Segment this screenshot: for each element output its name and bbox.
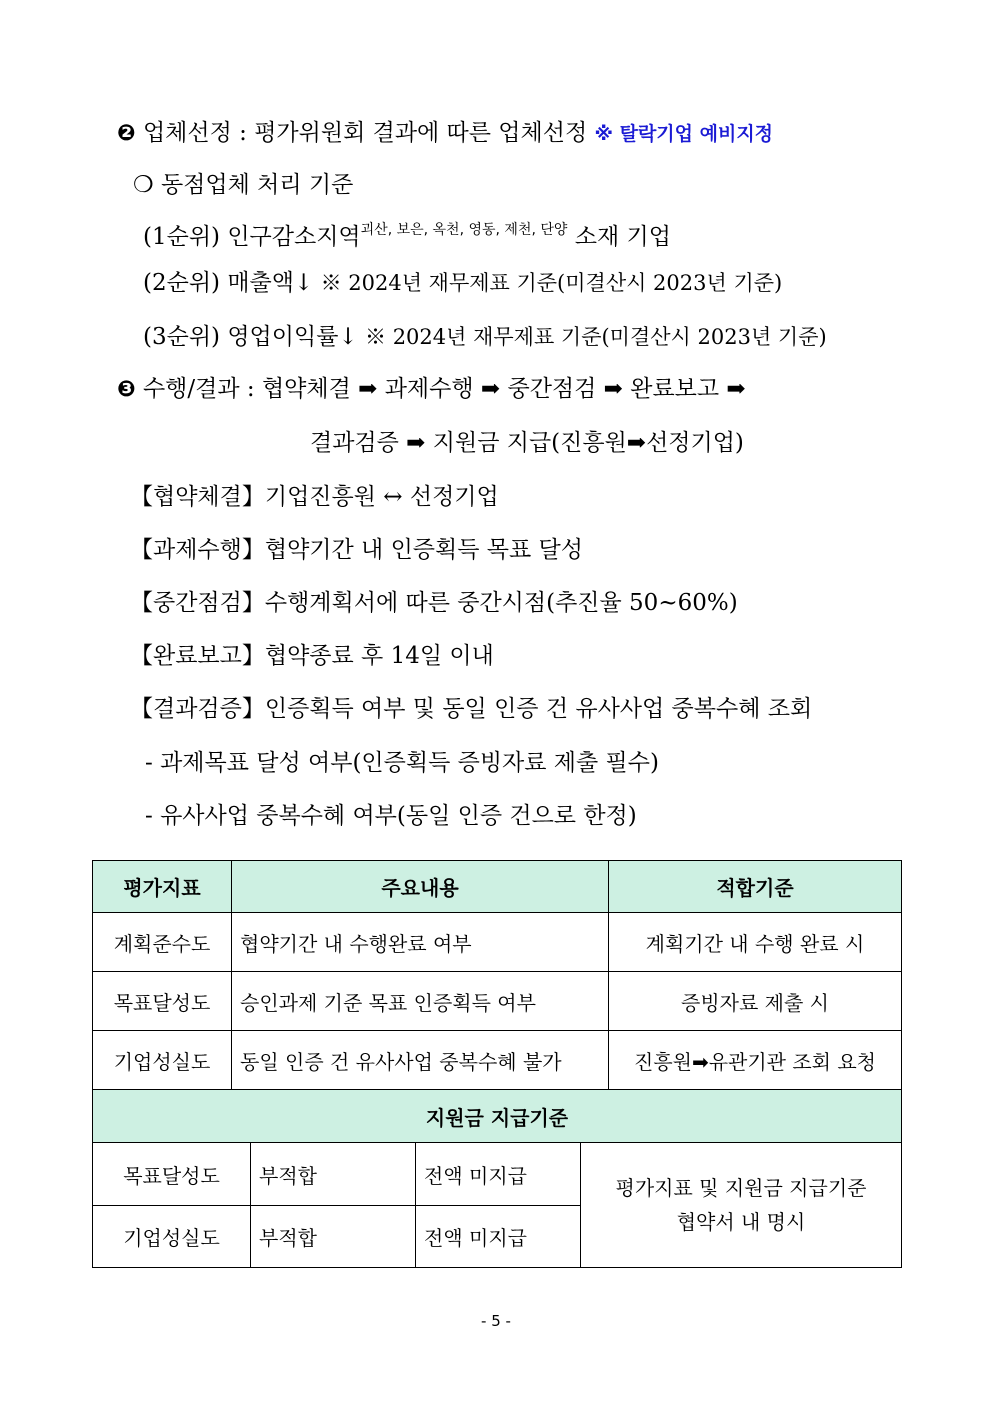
rank-label: (2순위) bbox=[143, 270, 221, 296]
cell-indicator: 기업성실도 bbox=[93, 1206, 251, 1268]
cell-payment: 전액 미지급 bbox=[416, 1143, 581, 1206]
rank-note: ※ 2024년 재무제표 기준(미결산시 2023년 기준) bbox=[365, 325, 827, 349]
step-label: 【중간점검】 bbox=[130, 590, 265, 616]
step-label: 【결과검증】 bbox=[130, 696, 265, 722]
cell-indicator: 계획준수도 bbox=[93, 913, 232, 972]
step-midcheck bbox=[130, 588, 738, 618]
page-number: - 5 - bbox=[481, 1312, 511, 1330]
section-3-title-line1: 수행/결과 : 협약체결 ➡ 과제수행 ➡ 중간점검 ➡ 완료보고 ➡ bbox=[142, 376, 746, 402]
step-text: 인증획득 여부 및 동일 인증 건 유사사업 중복수혜 조회 bbox=[264, 696, 813, 722]
cell-criteria: 진흥원➡유관기관 조회 요청 bbox=[609, 1031, 902, 1090]
step-text: 수행계획서에 따른 중간시점(추진율 50~60%) bbox=[264, 590, 738, 616]
step-agreement bbox=[130, 482, 499, 512]
tie-rule-item-1 bbox=[143, 215, 671, 252]
rank-text: 영업이익률↓ bbox=[227, 324, 358, 350]
payment-table bbox=[92, 1089, 902, 1268]
step-verification bbox=[130, 694, 812, 724]
payment-note bbox=[581, 1143, 902, 1268]
step-completion bbox=[130, 641, 494, 671]
payment-note-line2: 협약서 내 명시 bbox=[676, 1210, 806, 1234]
region-list: 괴산, 보은, 옥천, 영동, 제천, 단양 bbox=[360, 222, 568, 238]
cell-result: 부적합 bbox=[251, 1206, 416, 1268]
cell-content: 동일 인증 건 유사사업 중복수혜 불가 bbox=[232, 1031, 609, 1090]
rank-label: (1순위) bbox=[143, 224, 221, 250]
step-label: 【과제수행】 bbox=[130, 537, 265, 563]
rank-text: 매출액↓ bbox=[227, 270, 314, 296]
header-indicator: 평가지표 bbox=[93, 861, 232, 913]
step-label: 【완료보고】 bbox=[130, 643, 265, 669]
number-2-icon: ❷ bbox=[117, 121, 136, 146]
step-label: 【협약체결】 bbox=[130, 484, 265, 510]
verification-detail-1: - 과제목표 달성 여부(인증획득 증빙자료 제출 필수) bbox=[145, 750, 659, 776]
rank-tail: 소재 기업 bbox=[574, 224, 671, 250]
table-row bbox=[93, 1031, 902, 1090]
cell-result: 부적합 bbox=[251, 1143, 416, 1206]
step-execution bbox=[130, 535, 583, 565]
step-text: 협약기간 내 인증획득 목표 달성 bbox=[264, 537, 583, 563]
section-2-note: ※ 탈락기업 예비지정 bbox=[594, 123, 774, 145]
verification-detail-2: - 유사사업 중복수혜 여부(동일 인증 건으로 한정) bbox=[145, 803, 637, 829]
section-2-title: 업체선정 : 평가위원회 결과에 따른 업체선정 bbox=[142, 120, 588, 146]
cell-content: 승인과제 기준 목표 인증획득 여부 bbox=[232, 972, 609, 1031]
rank-note: ※ 2024년 재무제표 기준(미결산시 2023년 기준) bbox=[320, 271, 783, 295]
header-criteria: 적합기준 bbox=[609, 861, 902, 913]
section-2-heading bbox=[117, 118, 773, 149]
table-row bbox=[93, 972, 902, 1031]
table-header-row bbox=[93, 861, 902, 913]
payment-header: 지원금 지급기준 bbox=[93, 1090, 902, 1143]
cell-payment: 전액 미지급 bbox=[416, 1206, 581, 1268]
cell-indicator: 기업성실도 bbox=[93, 1031, 232, 1090]
circle-bullet-icon: ❍ bbox=[133, 172, 154, 198]
step-text: 기업진흥원 ↔ 선정기업 bbox=[264, 484, 499, 510]
tie-rule-item-2 bbox=[143, 268, 782, 298]
evaluation-table bbox=[92, 860, 902, 1090]
cell-criteria: 계획기간 내 수행 완료 시 bbox=[609, 913, 902, 972]
tie-rule-item-3 bbox=[143, 322, 827, 352]
payment-header-row bbox=[93, 1090, 902, 1143]
section-3-title-line2: 결과검증 ➡ 지원금 지급(진흥원➡선정기업) bbox=[310, 430, 744, 456]
cell-indicator: 목표달성도 bbox=[93, 972, 232, 1031]
section-3-heading bbox=[117, 374, 746, 405]
header-content: 주요내용 bbox=[232, 861, 609, 913]
number-3-icon: ❸ bbox=[117, 377, 136, 402]
tie-rule-heading bbox=[133, 170, 353, 200]
rank-text: 인구감소지역 bbox=[227, 224, 361, 250]
table-row bbox=[93, 1143, 902, 1206]
step-text: 협약종료 후 14일 이내 bbox=[264, 643, 494, 669]
cell-content: 협약기간 내 수행완료 여부 bbox=[232, 913, 609, 972]
rank-label: (3순위) bbox=[143, 324, 221, 350]
cell-indicator: 목표달성도 bbox=[93, 1143, 251, 1206]
table-row bbox=[93, 913, 902, 972]
payment-note-line1: 평가지표 및 지원금 지급기준 bbox=[615, 1176, 867, 1200]
tie-rule-title: 동점업체 처리 기준 bbox=[160, 172, 354, 198]
cell-criteria: 증빙자료 제출 시 bbox=[609, 972, 902, 1031]
